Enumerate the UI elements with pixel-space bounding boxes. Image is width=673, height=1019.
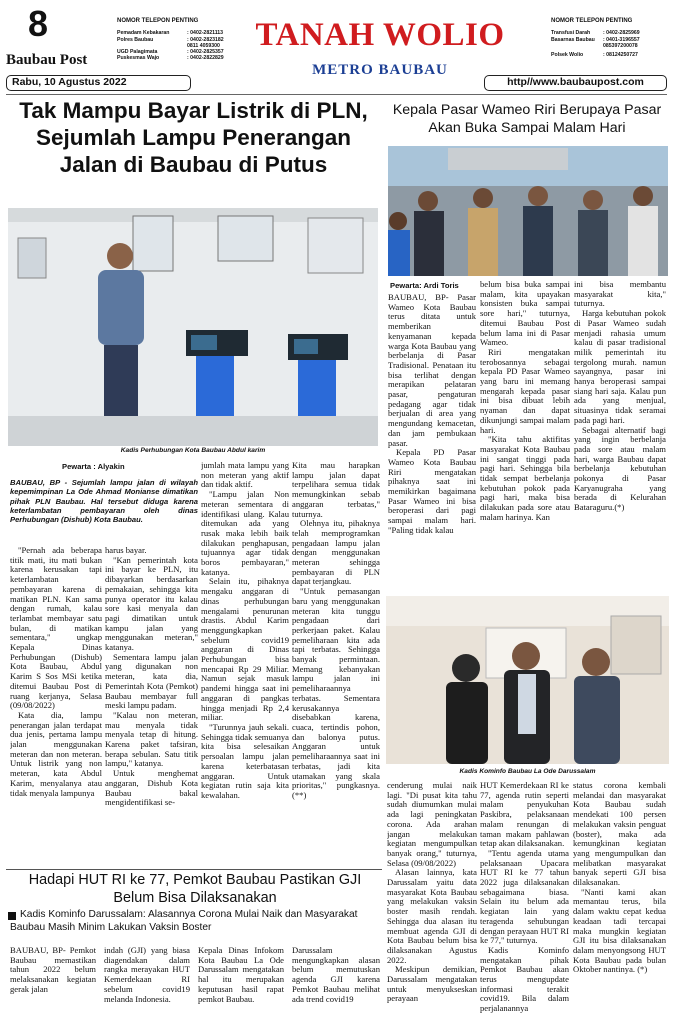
- article4-column-2: [104, 946, 190, 1016]
- paragraph: "Turunnya jauh sekali. Sehingga tidak semuanya kita bisa selesaikan persoalan lampu jalan karena keterbatasan anggaran. Untuk kegiatan rutin saja kita kewalahan.: [201, 721, 289, 800]
- website-box[interactable]: [484, 75, 667, 91]
- article2-column-3: [574, 280, 666, 583]
- paragraph: "Kita tahu aktifitas masyarakat Kota Baubau ini sangat tinggi pada pagi hari. Sehingga bila tidak sempat berbelanja kebutuhan pokok pada pagi hari, maka bisa dilakukan pada sore atau malam harinya. Kan: [480, 434, 570, 522]
- article1-photo-caption: Kadis Perhubungan Kota Baubau Abdul karim: [120, 447, 266, 454]
- article2-photo: [388, 146, 668, 276]
- paragraph: belum bisa buka sampai malam, kita upayakan konsisten buka sampai sore hari," tuturnya, ditemui Baubau Post belum lama ini di Pasar Wameo.: [480, 280, 570, 348]
- paragraph: cenderung mulai naik lagi. "Di pusat kita tahu sudah diumumkan mulai ada lagi peningkatan corona. Ada arahan jangan melakukan kegiatan mengumpulkan banyak orang," tuturnya, Selasa (09/08/2022): [387, 781, 477, 868]
- article3-column-3: [573, 781, 666, 1017]
- phone-row: Polres Baubau : 0402-2823182: [117, 36, 224, 43]
- masthead-subtitle: METRO BAUBAU: [312, 62, 448, 78]
- date-box: [6, 75, 191, 91]
- article4-column-3: [198, 946, 284, 1016]
- issue-date: Rabu, 10 Agustus 2022: [12, 76, 127, 88]
- article2-column-2: [480, 280, 570, 583]
- phone-row: 0811 4059300: [187, 42, 220, 49]
- paragraph: status corona kembali melandai dan masyarakat Kota Baubau sudah mendekati 100 persen melakukan vaksin penguat (boster), maka ada kemungkinan kegiatan yang mengumpulkan dan melibatkan masyarakat banyak seperti GJI bisa dilaksanakan.: [573, 781, 666, 888]
- paragraph: "Pernah ada beberapa titik mati, itu mati bukan karena kerusakan tapi keterlambatan pembayaran karena di matikan PLN. Kan sama dengan rumah, kalau terlambat membayar satu bulan, di matikan sementara," ungkap Kepala Dinas Perhubungan (Dishub) Kota Baubau, Abdul Karim S Sos MSi ketika ditemui Baubau Post di ruang kerjanya, Selasa (09/08/2022): [10, 546, 102, 711]
- article1-column-3: [201, 461, 289, 869]
- paragraph: Sementara lampu jalan yang digunakan non meteran, kata dia, Pemerintah Kota (Pemkot) Baubau membayar full meski lampu padam.: [105, 651, 198, 711]
- paragraph: Harga kebutuhan pokok di Pasar Wameo sudah menjadi rahasia umum kalau di pasar tradisional milik pemerintah itu tergolong murah. namun sayangnya, pasar ini hanya beroperasi sampai siang hari saja. Kalau pun ada yang menjual, situasinya tidak seramai pada pagi hari.: [574, 308, 666, 425]
- paragraph: Kepala PD Pasar Wameo Kota Baubau Riri mengatakan pihaknya saat ini memikirkan bagaimana Pasar Wameo ini bisa beroperasi dari pagi sampai malam hari. "Paling tidak kalau: [388, 447, 476, 535]
- paragraph: BAUBAU, BP- Pasar Wameo Kota Baubau terus ditata untuk memberikan kenyamanan kepada warga Kota Baubau yang berbelanja di Pasar Tradisional. Penataan itu bisa terlihat dengan merapikan pelataran pasar, pengaturan pedagang agar tidak berjualan di area yang mengundang kemacetan, dan jam pembukaan pasar.: [388, 293, 476, 448]
- article3-photo: [386, 596, 669, 764]
- article1-column-4: [292, 461, 380, 869]
- market-crowd-image: [388, 146, 668, 276]
- paragraph: Kata dia, lampu penerangan jalan terdapat dua jenis, pertama lampu jalan menggunakan meteran dan non meteran. Untuk listrik yang non meteran, kata Abdul Karim, menyalanya atau tidak menyala lampunya: [10, 709, 102, 798]
- paragraph: "Lampu jalan Non meteran sementara di identifikasi ulang. Kalau ditemukan ada yang rusak maka lebih baik dilakukan penghapusan, tujuannya agar tidak boros pembayaran," katanya.: [201, 489, 289, 577]
- officer-with-panels-image: [8, 208, 378, 446]
- article1-column-1: [10, 546, 102, 868]
- article4-column-4: [292, 946, 380, 1016]
- paragraph: ini bisa membantu masyarakat kita," tuturnya.: [574, 280, 666, 309]
- page-number: 8: [27, 3, 49, 44]
- paragraph: Kita mau harapkan lampu jalan dapat terpelihara semua tidak memungkinkan sebab anggaran terbatas," tuturnya.: [292, 461, 380, 519]
- paragraph: "Tentu agenda utama pelaksanaan Upacara HUT RI ke 77 tahun 2022 juga dilaksanakan sebagaimana biasa. Selain itu belum ada kegiatan lain yang teragenda sehubungan dengan perayaan HUT RI ke 77," tuturnya.: [480, 847, 569, 946]
- paragraph: indah (GJI) yang biasa diagendakan dalam rangka merayakan HUT Kemerdekaan RI sebelum covid19 melanda Indonesia.: [104, 946, 190, 1004]
- article4-divider: [6, 869, 382, 870]
- left-phone-list: [117, 18, 237, 62]
- paragraph: Riri mengatakan terobosannya sebagai kepala PD Pasar Wameo yang baru ini memang mengarah kepada pasar ini bisa dibuat lebih nyaman dan dapat dikunjungi sampai malam hari.: [480, 346, 570, 435]
- paragraph: Untuk menghemat anggaran, Dishub Kota Baubau bakal mengidentifikasi se-: [105, 768, 198, 808]
- article4-subtitle: Kadis Kominfo Darussalam: Alasannya Corona Mulai Naik dan Masyarakat Baubau Masih Minim Lakukan Vaksin Boster: [10, 909, 358, 933]
- paragraph: Alasan lainnya, kata Darussalam yaitu data masyarakat Kota Baubau yang melakukan vaksin boster masih rendah. Sehingga dua alasan itu membuat agenda GJI di Kota Baubau belum bisa dilaksanakan Agustus 2022.: [387, 867, 477, 965]
- header-rule: [6, 94, 667, 95]
- masthead-title: TANAH WOLIO: [255, 17, 505, 53]
- right-phone-title: NOMOR TELEPON PENTING: [551, 18, 633, 24]
- paragraph: "Untuk pemasangan baru yang menggunakan meteran kita tunggu pengadaan dari perkerjaan paket. Kalau pemeliharaan kita ada tapi terbatas. Sehingga banyak permintaan. Memang kebanyakan lampu jalan ini pemeliharaannya terbatas. Sementara kerusakannya disebabkan karena, cuaca, tertindis pohon, dan balonya putus. Anggaran untuk pemeliharaannya saat ini terbatas, jadi kita utamakan yang skala prioritas," pungkasnya.(**): [292, 586, 380, 800]
- paragraph: "Kan pemerintah kota ini bayar ke PLN, itu dibayarkan berdasarkan pemakaian, sehingga kita punya operator itu kalau sore kasi menyala dan pagi dimatikan untuk kampu jalan yang menggunakan meteran," katanya.: [105, 554, 198, 653]
- paragraph: Darussalam mengungkapkan alasan belum memutuskan agenda GJI karena Pemkot Baubau melihat ada trend covid19: [292, 946, 380, 1004]
- paragraph: "Nanti kami akan memantau terus, bila dalam waktu cepat kedua keadaan tadi tercapai maka mungkin kegiatan GJI itu bisa dilaksanakan dalam menyongsong HUT Kota Baubau pada bulan Oktober nantinya. (*): [573, 886, 666, 975]
- phone-row: Transfusi Darah : 0402-2825969: [551, 30, 640, 37]
- article2-column-1: [388, 293, 476, 583]
- phone-row: UGD Palagimata : 0402-2825357: [117, 49, 224, 56]
- website-link[interactable]: http//www.baubaupost.com: [507, 76, 644, 88]
- article1-headline: Tak Mampu Bayar Listrik di PLN, Sejumlah Lampu Penerangan Jalan di Baubau di Putus: [19, 98, 368, 177]
- article2-byline: Pewarta: Ardi Toris: [390, 281, 459, 290]
- article3-photo-caption: Kadis Kominfo Baubau La Ode Darussalam: [459, 768, 596, 775]
- article1-lead: BAUBAU, BP - Sejumlah lampu jalan di wilayah kepemimpinan La Ode Ahmad Monianse dimatikan pihak PLN Baubau. Hal tersebut diduga karena keterlambatan pembayaran oleh dinas Perhubungan (Dishub) Kota Baubau.: [10, 478, 198, 525]
- paragraph: BAUBAU, BP- Pemkot Baubau memastikan tahun 2022 belum melaksanakan kegiatan gerak jalan: [10, 946, 96, 994]
- phone-row: Basarnas Baubau : 0401-3196557: [551, 36, 640, 43]
- paragraph: "Kalau non meteran, mau menyala tidak menyala tetap di hitung. Karena paket tafsiran, berapa sebulan. Satu titik lampu," katanya.: [105, 709, 198, 769]
- paragraph: Olehnya itu, pihaknya telah memprogramkan pengadaan lampu jalan dengan menggunakan meteran sehingga pembayaran di PLN dapat terjangkau.: [292, 518, 380, 587]
- article1-column-2: [105, 546, 198, 868]
- phone-row: Pemadam Kebakaran : 0402-2821113: [117, 30, 224, 37]
- paragraph: Meskipun demikian, Darussalam mengatakan untuk menyukseskan perayaan: [387, 964, 477, 1004]
- paragraph: Selain itu, pihaknya mengaku anggaran di dinas perhubungan mengalami penurunan drastis. Abdul Karim menggungkapkan sebelum covid19 anggaran di Dinas Perhubungan bisa mencapai Rp 29 Miliar. Namun sejak masuk pandemi hingga saat ini anggaran di pangkas hingga menjadi Rp 2,4 miliar.: [201, 576, 289, 723]
- paragraph: HUT Kemerdekaan RI ke 77, agenda rutin seperti malam penyukuhan Paskibra, pelaksanaan malam renungan di taman makam pahlawan tetap akan dilaksanakan.: [480, 781, 569, 849]
- phone-row: Polsek Wolio : 08124250727: [551, 52, 638, 59]
- paragraph: Kadis Kominfo mengatakan pihak Pemkot Baubau akan terus mengupdate informasi terakit covid19. Bila dalam perjalanannya: [480, 944, 569, 1014]
- section-name: Baubau Post: [6, 52, 88, 68]
- paragraph: Kepala Dinas Infokom Kota Baubau La Ode Darussalam mengatakan hal itu merupakan keputusan hasil rapat pemkot Baubau.: [198, 946, 284, 1004]
- paragraph: Sebagai alternatif bagi yang ingin berbelanja pada sore atau malam hari, warga Baubau dapat berbelanja kebutuhan pokonya di Pasar Karyanugraha yang berada di Kelurahan Bataraguru.(*): [574, 424, 666, 513]
- office-officials-image: [386, 596, 669, 764]
- paragraph: jumlah mata lampu yang non meteran yang aktif dan tidak aktif.: [201, 461, 289, 490]
- phone-row: 085397200078: [603, 42, 638, 49]
- paragraph: harus bayar.: [105, 546, 147, 555]
- right-phone-list: [551, 18, 671, 58]
- article3-column-2: [480, 781, 569, 1017]
- article1-byline: Pewarta : Alyakin: [62, 462, 125, 471]
- article4-column-1: [10, 946, 96, 1016]
- phone-row: Puskesmas Wajo : 0402-2822829: [117, 55, 224, 62]
- article3-column-1: [387, 781, 477, 1017]
- left-phone-title: NOMOR TELEPON PENTING: [117, 18, 199, 24]
- article1-photo: [8, 208, 378, 446]
- article4-headline: Hadapi HUT RI ke 77, Pemkot Baubau Pastikan GJI Belum Bisa Dilaksanakan: [28, 872, 362, 906]
- article2-headline: Kepala Pasar Wameo Riri Berupaya Pasar Akan Buka Sampai Malam Hari: [392, 102, 662, 136]
